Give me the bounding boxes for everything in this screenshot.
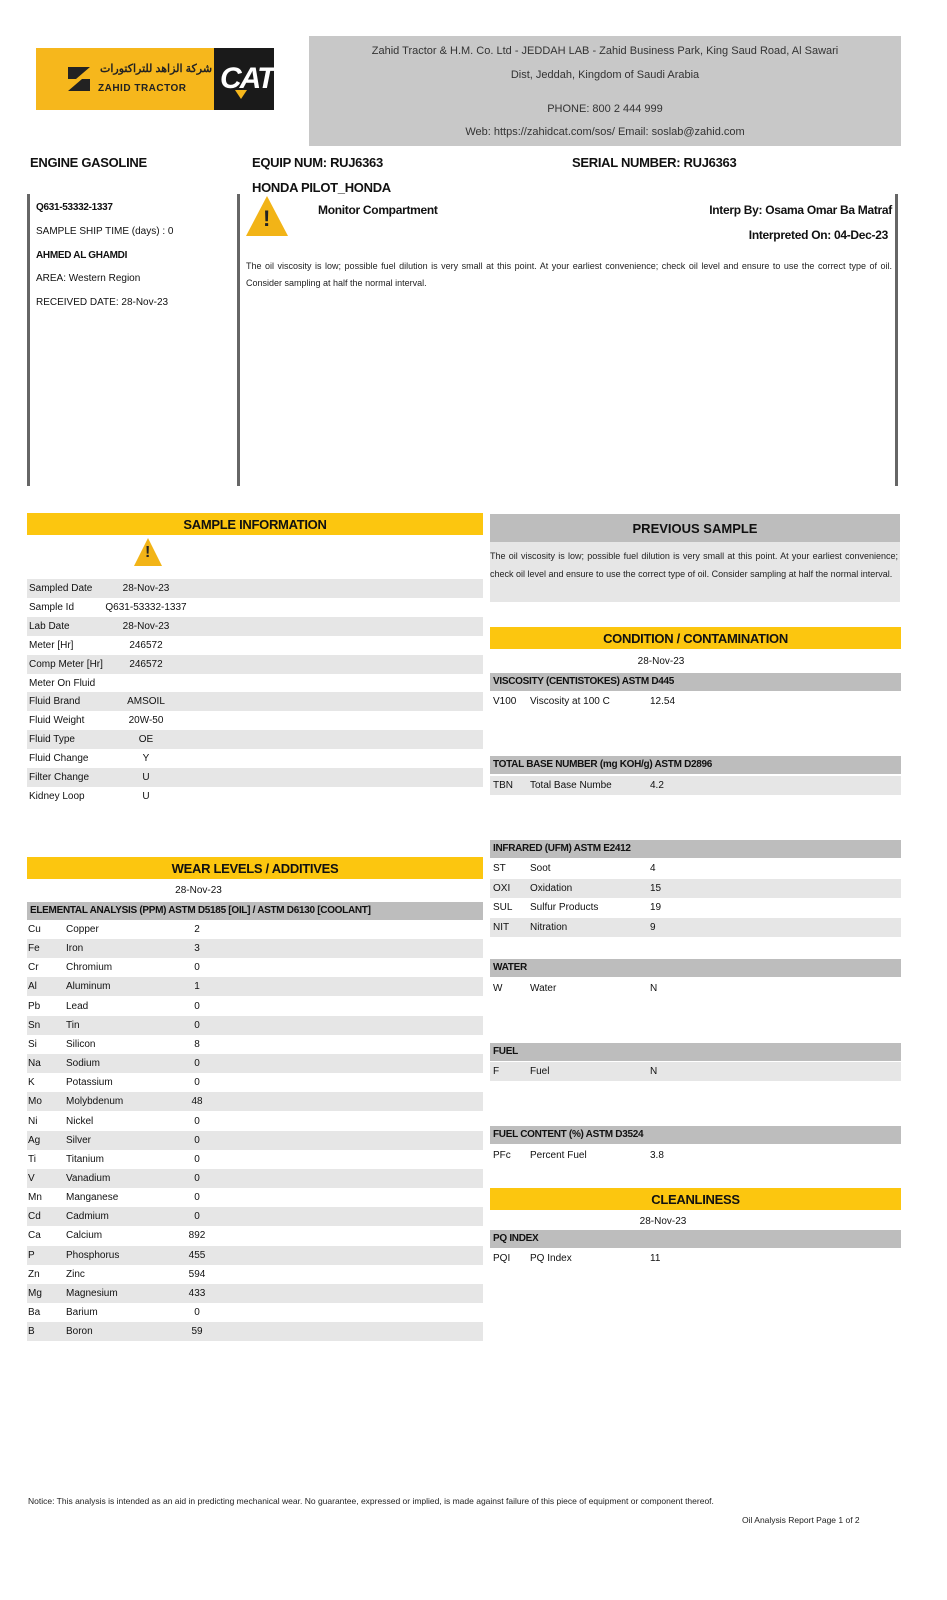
table-row xyxy=(27,1226,483,1245)
cell-name: Water xyxy=(530,983,557,994)
cell-value: 4.2 xyxy=(650,780,664,791)
footer-notice: Notice: This analysis is intended as an aid in predicting mechanical wear. No guarantee, expressed or implied, is made against failure of this piece of equipment or component thereof. xyxy=(28,1496,714,1506)
cell-name: Percent Fuel xyxy=(530,1150,587,1161)
cell-label: Meter [Hr] xyxy=(29,639,74,651)
cell-value: 0 xyxy=(194,1115,200,1127)
lab-phone: PHONE: 800 2 444 999 xyxy=(547,103,663,115)
cell-code: Cu xyxy=(28,924,41,935)
logo-arabic-text: شركة الزاهد للتراكتورات xyxy=(100,63,213,75)
cell-name: Silver xyxy=(66,1134,92,1146)
cell-label: Fluid Weight xyxy=(29,715,85,727)
cell-value: N xyxy=(650,983,658,994)
cell-code: Ag xyxy=(28,1134,41,1146)
elemental-analysis-header: ELEMENTAL ANALYSIS (PPM) ASTM D5185 [OIL] / ASTM D6130 [COOLANT] xyxy=(27,902,483,920)
cell-code: P xyxy=(28,1249,35,1261)
cell-name: Copper xyxy=(66,924,99,935)
table-row xyxy=(27,1169,483,1188)
cell-name: Soot xyxy=(530,863,551,874)
viscosity-header: VISCOSITY (CENTISTOKES) ASTM D445 xyxy=(490,673,901,691)
table-row xyxy=(490,1146,901,1165)
cell-name: Boron xyxy=(66,1326,93,1338)
logo-english-text: ZAHID TRACTOR xyxy=(98,83,187,94)
table-row xyxy=(27,1131,483,1150)
table-row xyxy=(490,776,901,795)
table-row xyxy=(27,730,483,749)
cell-name: Manganese xyxy=(66,1192,119,1204)
cell-value: 892 xyxy=(188,1230,206,1242)
cell-value: 0 xyxy=(194,1000,200,1012)
lab-address-line1: Zahid Tractor & H.M. Co. Ltd - JEDDAH LAB - Zahid Business Park, King Saud Road, Al Sawari xyxy=(371,45,839,57)
cat-logo xyxy=(214,48,274,110)
cell-code: Al xyxy=(28,981,37,993)
table-row xyxy=(27,1150,483,1169)
cell-value: 246572 xyxy=(129,658,163,670)
water-header: WATER xyxy=(490,959,901,977)
equip-number: EQUIP NUM: RUJ6363 xyxy=(252,155,383,170)
sample-information-header: SAMPLE INFORMATION xyxy=(27,513,483,535)
cell-value: 0 xyxy=(194,1211,200,1223)
sample-warning-icon: ! xyxy=(134,538,162,566)
cleanliness-header: CLEANLINESS xyxy=(490,1188,901,1210)
cell-value: 0 xyxy=(194,1058,200,1070)
interpreted-by: Interp By: Osama Omar Ba Matraf xyxy=(709,203,892,217)
cell-label: Kidney Loop xyxy=(29,790,85,802)
monitor-compartment: Monitor Compartment xyxy=(318,203,438,217)
cell-code: Ba xyxy=(28,1307,41,1318)
table-row xyxy=(27,1092,483,1111)
table-row xyxy=(27,1265,483,1284)
table-row xyxy=(490,979,901,998)
cat-logo-text: CAT xyxy=(220,62,274,95)
cell-label: Lab Date xyxy=(29,620,70,632)
table-row xyxy=(27,939,483,958)
warning-icon: ! xyxy=(246,196,288,236)
cell-value: 0 xyxy=(194,1134,200,1146)
cell-value: 0 xyxy=(194,1153,200,1165)
cell-code: SUL xyxy=(493,902,513,913)
table-row xyxy=(490,898,901,917)
cell-code: Ni xyxy=(28,1115,38,1127)
table-row xyxy=(27,997,483,1016)
zahid-tractor-logo xyxy=(36,48,214,110)
wear-date: 28-Nov-23 xyxy=(175,885,222,896)
cell-code: NIT xyxy=(493,921,510,933)
received-date: RECEIVED DATE: 28-Nov-23 xyxy=(36,297,169,308)
table-row xyxy=(27,958,483,977)
cell-code: ST xyxy=(493,863,506,874)
cell-code: Mg xyxy=(28,1287,42,1299)
cell-value: OE xyxy=(138,734,154,746)
cell-code: Mn xyxy=(28,1192,42,1204)
table-row xyxy=(27,692,483,711)
table-row xyxy=(27,787,483,806)
previous-sample-text: The oil viscosity is low; possible fuel dilution is very small at this point. At your earliest convenience; check oil level and ensure to use the correct type of oil. Consider sampling at half the normal interval. xyxy=(490,551,898,579)
table-row xyxy=(27,1207,483,1226)
cell-name: Zinc xyxy=(66,1268,85,1280)
cell-label: Fluid Change xyxy=(29,753,89,765)
component-type: ENGINE GASOLINE xyxy=(30,155,147,170)
cell-code: Mo xyxy=(28,1096,42,1108)
cell-label: Comp Meter [Hr] xyxy=(29,658,103,670)
tbn-header: TOTAL BASE NUMBER (mg KOH/g) ASTM D2896 xyxy=(490,756,901,774)
cell-label: Filter Change xyxy=(29,772,90,783)
cell-value: 8 xyxy=(194,1038,200,1050)
cell-code: F xyxy=(493,1066,500,1077)
table-row xyxy=(27,655,483,674)
cell-value: 246572 xyxy=(129,639,163,651)
cell-name: Oxidation xyxy=(530,882,573,894)
cell-label: Sampled Date xyxy=(29,583,93,594)
cell-value: 28-Nov-23 xyxy=(122,583,170,594)
condition-contamination-header: CONDITION / CONTAMINATION xyxy=(490,627,901,649)
interpreted-on: Interpreted On: 04-Dec-23 xyxy=(748,228,888,242)
cell-name: Titanium xyxy=(66,1153,104,1165)
cell-label: Sample Id xyxy=(29,601,75,613)
cell-code: B xyxy=(28,1326,35,1338)
cell-value: AMSOIL xyxy=(127,696,165,708)
cell-name: Calcium xyxy=(66,1230,103,1242)
customer-name: AHMED AL GHAMDI xyxy=(36,250,128,261)
table-row xyxy=(27,1246,483,1265)
cell-name: Sulfur Products xyxy=(530,902,599,913)
page-number: Oil Analysis Report Page 1 of 2 xyxy=(742,1515,860,1525)
middle-divider xyxy=(237,194,240,486)
cell-value: 4 xyxy=(650,863,656,874)
cell-name: Nickel xyxy=(66,1115,94,1127)
cell-code: Pb xyxy=(28,1000,41,1012)
cell-value: 11 xyxy=(650,1253,661,1264)
cell-code: Ti xyxy=(28,1153,36,1165)
table-row xyxy=(27,920,483,939)
interpretation-text: The oil viscosity is low; possible fuel dilution is very small at this point. At your earliest convenience; check oil level and ensure to use the correct type of oil. Consider sampling at half the normal interval. xyxy=(246,261,892,288)
cell-value: 0 xyxy=(194,1192,200,1204)
cell-value: U xyxy=(142,790,150,802)
infrared-header: INFRARED (UFM) ASTM E2412 xyxy=(490,840,901,858)
cell-code: Cd xyxy=(28,1211,41,1223)
cell-code: V100 xyxy=(493,696,517,707)
table-row xyxy=(490,1062,901,1081)
table-row xyxy=(27,1073,483,1092)
cell-code: Fe xyxy=(28,943,40,955)
cell-code: Cr xyxy=(28,962,39,974)
cell-name: Vanadium xyxy=(66,1172,111,1184)
cell-label: Meter On Fluid xyxy=(29,677,96,689)
cell-value: 2 xyxy=(194,924,200,935)
fuel-content-header: FUEL CONTENT (%) ASTM D3524 xyxy=(490,1126,901,1144)
table-row xyxy=(27,598,483,617)
cell-name: Molybdenum xyxy=(66,1096,124,1108)
cell-value: 9 xyxy=(650,921,656,933)
previous-sample-header: PREVIOUS SAMPLE xyxy=(632,521,758,536)
table-row xyxy=(490,1249,901,1268)
zahid-z-icon xyxy=(66,64,92,94)
cell-value: Y xyxy=(142,753,150,765)
cell-name: Magnesium xyxy=(66,1287,118,1299)
cell-value: 19 xyxy=(650,902,662,913)
table-row xyxy=(27,674,483,693)
cell-name: Iron xyxy=(66,943,84,955)
table-row xyxy=(27,1322,483,1341)
table-row xyxy=(27,711,483,730)
cell-code: Ca xyxy=(28,1230,41,1242)
cell-value: U xyxy=(142,772,150,783)
cell-name: Cadmium xyxy=(66,1211,109,1223)
company-logo xyxy=(36,48,274,110)
cell-name: Nitration xyxy=(530,921,568,933)
table-row xyxy=(27,1035,483,1054)
table-row xyxy=(27,977,483,996)
cell-name: Chromium xyxy=(66,962,113,974)
cell-name: Aluminum xyxy=(66,981,111,993)
left-divider xyxy=(27,194,30,486)
cell-code: K xyxy=(28,1077,35,1089)
table-row xyxy=(27,636,483,655)
cell-code: OXI xyxy=(493,882,511,894)
cell-value: 433 xyxy=(188,1287,206,1299)
cell-code: V xyxy=(28,1172,35,1184)
cell-value: 1 xyxy=(194,981,200,993)
cell-name: Fuel xyxy=(530,1066,550,1077)
cell-name: Total Base Numbe xyxy=(530,780,612,791)
equipment-model: HONDA PILOT_HONDA xyxy=(252,180,391,195)
lab-address-line2: Dist, Jeddah, Kingdom of Saudi Arabia xyxy=(510,69,700,81)
table-row xyxy=(490,918,901,937)
customer-sample-id: Q631-53332-1337 xyxy=(36,202,113,213)
lab-address-box xyxy=(309,36,901,146)
table-row xyxy=(27,1112,483,1131)
table-row xyxy=(27,749,483,768)
table-row xyxy=(490,692,901,711)
pq-index-header: PQ INDEX xyxy=(490,1230,901,1248)
table-row xyxy=(490,859,901,878)
cell-label: Fluid Type xyxy=(29,734,75,746)
cell-code: Si xyxy=(28,1038,37,1050)
cell-name: Phosphorus xyxy=(66,1249,120,1261)
cell-value: 28-Nov-23 xyxy=(122,620,170,632)
cell-value: 0 xyxy=(194,1307,200,1318)
cell-value: 3.8 xyxy=(650,1150,664,1161)
table-row xyxy=(27,1016,483,1035)
cell-value: 0 xyxy=(194,1077,200,1089)
cell-value: 0 xyxy=(194,1172,200,1184)
cell-value: 15 xyxy=(650,882,662,894)
cell-value: Q631-53332-1337 xyxy=(105,601,187,613)
cell-name: Sodium xyxy=(66,1058,100,1070)
cell-value: 594 xyxy=(188,1268,206,1280)
table-row xyxy=(27,1188,483,1207)
cell-name: PQ Index xyxy=(530,1253,572,1264)
cell-code: Na xyxy=(28,1058,41,1070)
cell-name: Silicon xyxy=(66,1038,96,1050)
table-row xyxy=(27,1284,483,1303)
cell-value: 20W-50 xyxy=(128,715,164,727)
customer-area: AREA: Western Region xyxy=(36,273,141,284)
wear-levels-header: WEAR LEVELS / ADDITIVES xyxy=(27,857,483,879)
sample-ship-time: SAMPLE SHIP TIME (days) : 0 xyxy=(36,226,174,237)
table-row xyxy=(27,579,483,598)
cat-triangle-icon xyxy=(235,90,247,99)
cell-value: 455 xyxy=(188,1249,206,1261)
lab-web: Web: https://zahidcat.com/sos/ Email: soslab@zahid.com xyxy=(465,126,745,138)
cell-name: Tin xyxy=(66,1019,80,1031)
cell-value: 12.54 xyxy=(650,696,676,707)
cell-value: 59 xyxy=(191,1326,203,1338)
cell-code: TBN xyxy=(493,780,513,791)
cell-code: Sn xyxy=(28,1019,41,1031)
cell-value: 0 xyxy=(194,1019,200,1031)
cell-value: 3 xyxy=(194,943,200,955)
serial-number: SERIAL NUMBER: RUJ6363 xyxy=(572,155,737,170)
cell-label: Fluid Brand xyxy=(29,696,81,708)
cell-code: PQI xyxy=(493,1253,511,1264)
table-row xyxy=(27,1054,483,1073)
cell-name: Potassium xyxy=(66,1077,113,1089)
cell-code: Zn xyxy=(28,1268,40,1280)
cell-code: PFc xyxy=(493,1150,511,1161)
cell-value: N xyxy=(650,1066,658,1077)
cell-value: 0 xyxy=(194,962,200,974)
condition-date: 28-Nov-23 xyxy=(637,656,685,667)
cell-value: 48 xyxy=(191,1096,203,1108)
cell-name: Viscosity at 100 C xyxy=(530,696,610,707)
table-row xyxy=(27,768,483,787)
cell-name: Barium xyxy=(66,1307,98,1318)
table-row xyxy=(490,879,901,898)
table-row xyxy=(27,617,483,636)
cell-code: W xyxy=(493,983,503,994)
right-divider xyxy=(895,194,898,486)
cleanliness-date: 28-Nov-23 xyxy=(639,1216,687,1227)
cell-name: Lead xyxy=(66,1000,89,1012)
fuel-header: FUEL xyxy=(490,1043,901,1061)
table-row xyxy=(27,1303,483,1322)
